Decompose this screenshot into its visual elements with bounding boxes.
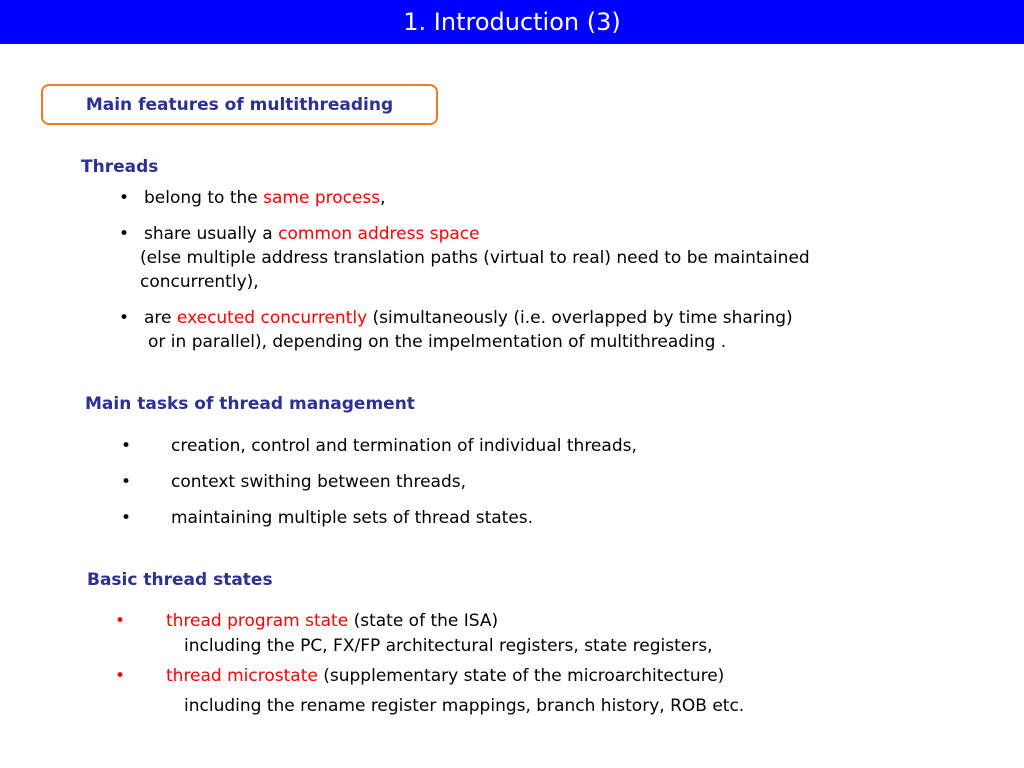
bullet-icon: • (115, 666, 126, 686)
threads-heading: Threads (81, 157, 159, 177)
state-item-1-cont: including the PC, FX/FP architectural registers, state registers, (184, 636, 713, 656)
bullet-icon: • (121, 508, 132, 528)
threads-item-3: are executed concurrently (simultaneously (i.e. overlapped by time sharing) (144, 308, 793, 328)
main-features-box: Main features of multithreading (41, 84, 438, 125)
bullet-icon: • (121, 436, 132, 456)
threads-item-2-cont-2: concurrently), (140, 272, 259, 292)
slide-title: 1. Introduction (3) (0, 0, 1024, 44)
state-item-2-cont: including the rename register mappings, branch history, ROB etc. (184, 696, 745, 716)
threads-item-1: belong to the same process, (144, 188, 386, 208)
bullet-icon: • (115, 611, 126, 631)
bullet-icon: • (121, 472, 132, 492)
task-item: maintaining multiple sets of thread states. (171, 508, 534, 528)
task-item: creation, control and termination of individual threads, (171, 436, 637, 456)
bullet-icon: • (119, 224, 130, 244)
tasks-heading: Main tasks of thread management (85, 394, 415, 414)
threads-item-2-cont-1: (else multiple address translation paths (virtual to real) need to be maintained (140, 248, 810, 268)
state-item-2: thread microstate (supplementary state of the microarchitecture) (166, 666, 725, 686)
threads-item-2: share usually a common address space (144, 224, 480, 244)
task-item: context swithing between threads, (171, 472, 466, 492)
threads-item-3-cont: or in parallel), depending on the impelmentation of multithreading . (148, 332, 727, 352)
bullet-icon: • (119, 308, 130, 328)
state-item-1: thread program state (state of the ISA) (166, 611, 499, 631)
bullet-icon: • (119, 188, 130, 208)
states-heading: Basic thread states (87, 570, 273, 590)
